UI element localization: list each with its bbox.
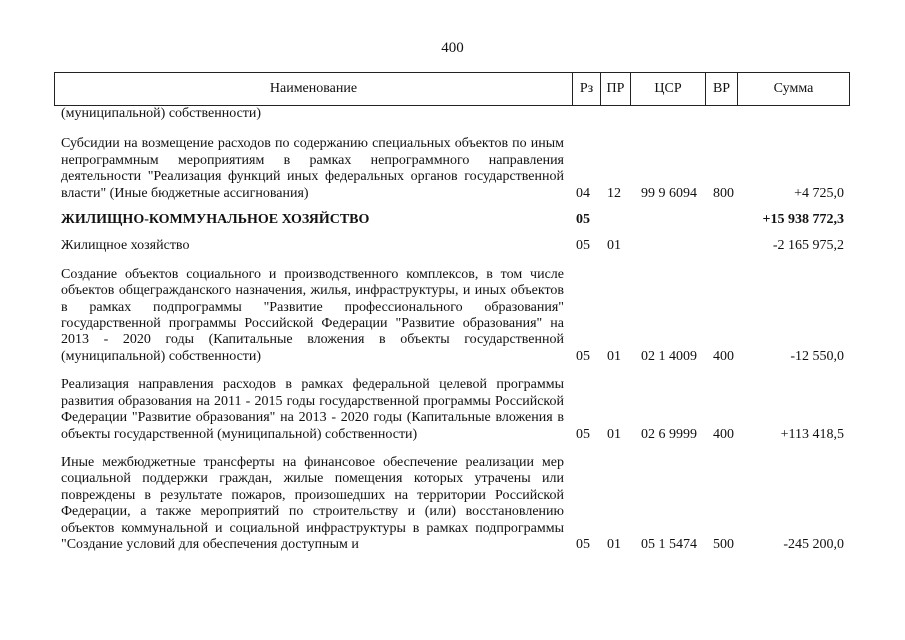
row-pr: 01 <box>607 426 621 442</box>
row-vr: 400 <box>713 426 734 442</box>
row-name: Жилищное хозяйство <box>61 238 190 254</box>
row-rz: 05 <box>576 212 590 228</box>
table-row <box>54 106 850 122</box>
row-name: Реализация направления расходов в рамках федеральной целевой программы развития образования на 2011 - 2015 годы государственной программы Российской Федерации "Развитие образования" на 2013 - 2020 годы (Капитальные вложения в объекты государственной (муниципальной) собственности) <box>61 377 564 442</box>
table-row <box>54 238 850 254</box>
table-body <box>54 106 850 553</box>
row-vr: 800 <box>713 185 734 201</box>
row-csr: 05 1 5474 <box>641 536 697 552</box>
row-vr: 500 <box>713 536 734 552</box>
header-name: Наименование <box>269 81 358 96</box>
row-name: ЖИЛИЩНО-КОММУНАЛЬНОЕ ХОЗЯЙСТВО <box>61 212 370 228</box>
table-header <box>54 72 850 106</box>
table-row <box>54 136 850 202</box>
row-rz: 05 <box>576 348 590 364</box>
header-pr: ПР <box>600 73 630 105</box>
row-pr: 01 <box>607 348 621 364</box>
row-sum: +113 418,5 <box>780 426 844 442</box>
header-csr: ЦСР <box>630 73 705 105</box>
table-row <box>54 455 850 553</box>
row-name: (муниципальной) собственности) <box>61 106 262 121</box>
row-sum: -12 550,0 <box>790 348 844 364</box>
row-sum: -2 165 975,2 <box>772 238 844 254</box>
page-number: 400 <box>441 40 464 56</box>
row-rz: 05 <box>576 536 590 552</box>
row-csr: 02 6 9999 <box>641 426 697 442</box>
table-row <box>54 377 850 443</box>
row-name: Субсидии на возмещение расходов по содержанию специальных объектов по иным непрограммным мероприятиям в рамках непрограммного направления деятельности "Реализация функций иных федеральных органов государственной власти" (Иные бюджетные ассигнования) <box>61 136 564 201</box>
table-row <box>54 267 850 365</box>
row-sum: +15 938 772,3 <box>762 212 844 228</box>
row-sum: +4 725,0 <box>794 185 844 201</box>
row-pr: 12 <box>607 185 621 201</box>
row-name: Иные межбюджетные трансферты на финансовое обеспечение реализации мер социальной поддержки граждан, жилые помещения которых утрачены или повреждены в результате пожаров, произошедших на территории Российской Федерации, а также мероприятий по строительству и (или) восстановлению объектов коммунальной и социальной инфраструктуры в рамках подпрограммы "Создание условий для обеспечения доступным и <box>61 454 564 552</box>
row-sum: -245 200,0 <box>783 536 844 552</box>
row-pr: 01 <box>607 238 621 254</box>
header-rz: Рз <box>572 73 600 105</box>
row-csr: 02 1 4009 <box>641 348 697 364</box>
row-name: Создание объектов социального и производственного комплексов, в том числе объектов общегражданского назначения, жилья, инфраструктуры, и иных объектов в рамках подпрограммы "Развитие профессионального образования" государственной программы Российской Федерации "Развитие образования" на 2013 - 2020 годы (Капитальные вложения в объекты государственной (муниципальной) собственности) <box>61 266 564 364</box>
table-row-section <box>54 212 850 228</box>
row-rz: 04 <box>576 185 590 201</box>
row-pr: 01 <box>607 536 621 552</box>
row-rz: 05 <box>576 238 590 254</box>
header-vr: ВР <box>705 73 737 105</box>
row-vr: 400 <box>713 348 734 364</box>
row-csr: 99 9 6094 <box>641 185 697 201</box>
row-rz: 05 <box>576 426 590 442</box>
header-sum: Сумма <box>737 73 849 105</box>
